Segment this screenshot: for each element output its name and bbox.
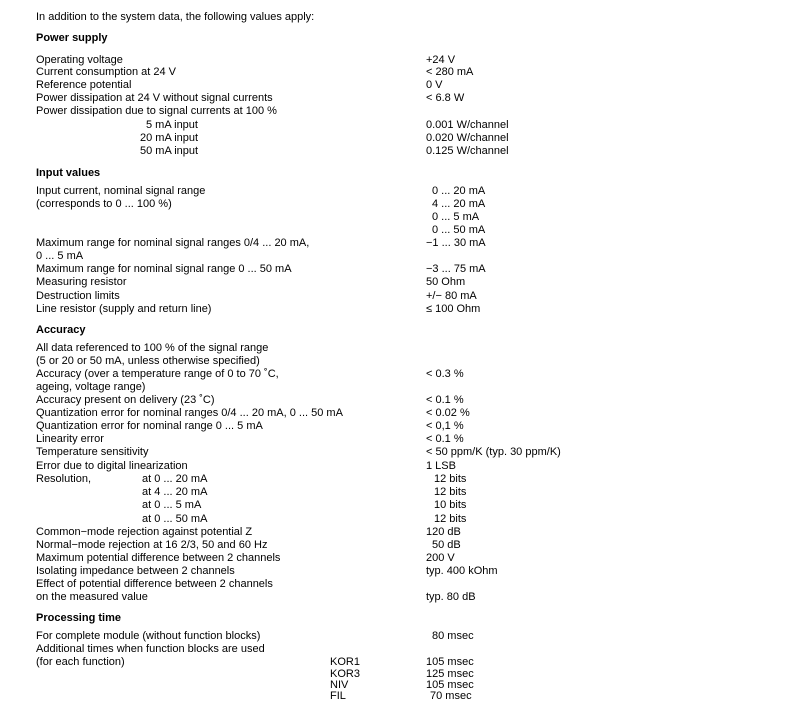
- spec-label: Accuracy (over a temperature range of 0 to 70 ˚C,: [36, 368, 279, 380]
- spec-value: 70 msec: [430, 690, 472, 702]
- spec-label: For complete module (without function blocks): [36, 630, 261, 642]
- function-name: KOR1: [330, 656, 360, 668]
- spec-value: 4 ... 20 mA: [432, 198, 486, 210]
- spec-note: (5 or 20 or 50 mA, unless otherwise specified): [36, 355, 260, 367]
- spec-value: 80 msec: [432, 630, 474, 642]
- spec-label: Resolution,: [36, 473, 92, 485]
- spec-label: Destruction limits: [36, 290, 120, 302]
- spec-value: < 6.8 W: [426, 92, 465, 104]
- spec-value: +24 V: [426, 54, 456, 66]
- spec-label: Reference potential: [36, 79, 132, 91]
- spec-label: Operating voltage: [36, 54, 123, 66]
- spec-value: typ. 400 kOhm: [426, 565, 498, 577]
- spec-label: Input current, nominal signal range: [36, 185, 206, 197]
- spec-value: 105 msec: [426, 679, 474, 691]
- spec-value: 50 dB: [432, 539, 461, 551]
- spec-label: Quantization error for nominal range 0 ... 5 mA: [36, 420, 263, 432]
- spec-value: 120 dB: [426, 526, 461, 538]
- spec-label: Normal−mode rejection at 16 2/3, 50 and 60 Hz: [36, 539, 268, 551]
- spec-label: (corresponds to 0 ... 100 %): [36, 198, 172, 210]
- spec-value: < 0,1 %: [426, 420, 464, 432]
- spec-value: 0 ... 20 mA: [432, 185, 486, 197]
- spec-value: 0 ... 50 mA: [432, 224, 486, 236]
- spec-label: Current consumption at 24 V: [36, 66, 177, 78]
- spec-value: 0 ... 5 mA: [432, 211, 480, 223]
- section-title-power-supply: Power supply: [36, 32, 108, 44]
- spec-label: Maximum potential difference between 2 channels: [36, 552, 281, 564]
- spec-label: Power dissipation due to signal currents at 100 %: [36, 105, 277, 117]
- spec-value: ≤ 100 Ohm: [426, 303, 481, 315]
- spec-value: 105 msec: [426, 656, 474, 668]
- spec-label: Error due to digital linearization: [36, 460, 188, 472]
- spec-label: Power dissipation at 24 V without signal currents: [36, 92, 273, 104]
- spec-label: (for each function): [36, 656, 125, 668]
- section-title-accuracy: Accuracy: [36, 324, 86, 336]
- spec-value: 200 V: [426, 552, 455, 564]
- spec-label: Effect of potential difference between 2 channels: [36, 578, 273, 590]
- section-title-processing-time: Processing time: [36, 612, 121, 624]
- spec-label: on the measured value: [36, 591, 148, 603]
- spec-value: 12 bits: [434, 513, 467, 525]
- spec-sublabel: at 4 ... 20 mA: [142, 486, 208, 498]
- spec-label: Additional times when function blocks are used: [36, 643, 265, 655]
- spec-note: All data referenced to 100 % of the signal range: [36, 342, 269, 354]
- spec-value: typ. 80 dB: [426, 591, 476, 603]
- spec-label: 0 ... 5 mA: [36, 250, 84, 262]
- spec-value: 0.001 W/channel: [426, 119, 509, 131]
- spec-label: Accuracy present on delivery (23 ˚C): [36, 394, 215, 406]
- spec-value: < 0.1 %: [426, 394, 464, 406]
- function-name: KOR3: [330, 668, 360, 680]
- section-title-input-values: Input values: [36, 167, 101, 179]
- spec-value: 10 bits: [434, 499, 467, 511]
- spec-value: +/− 80 mA: [426, 290, 477, 302]
- spec-value: 125 msec: [426, 668, 474, 680]
- spec-sublabel: at 0 ... 5 mA: [142, 499, 202, 511]
- spec-sublabel: 50 mA input: [140, 145, 199, 157]
- spec-label: Maximum range for nominal signal range 0 ... 50 mA: [36, 263, 292, 275]
- spec-label: Quantization error for nominal ranges 0/4 ... 20 mA, 0 ... 50 mA: [36, 407, 343, 419]
- spec-sublabel: at 0 ... 20 mA: [142, 473, 208, 485]
- spec-value: 1 LSB: [426, 460, 456, 472]
- spec-sublabel: 5 mA input: [146, 119, 198, 131]
- intro-text: In addition to the system data, the following values apply:: [36, 11, 315, 23]
- spec-label: Maximum range for nominal signal ranges 0/4 ... 20 mA,: [36, 237, 310, 249]
- function-name: NIV: [330, 679, 349, 691]
- spec-value: 12 bits: [434, 486, 467, 498]
- spec-label: Temperature sensitivity: [36, 446, 149, 458]
- function-name: FIL: [330, 690, 346, 702]
- spec-value: < 0.02 %: [426, 407, 470, 419]
- spec-label: ageing, voltage range): [36, 381, 146, 393]
- spec-value: < 0.3 %: [426, 368, 464, 380]
- spec-label: Line resistor (supply and return line): [36, 303, 212, 315]
- spec-value: 0 V: [426, 79, 443, 91]
- spec-sublabel: 20 mA input: [140, 132, 199, 144]
- spec-value: −1 ... 30 mA: [426, 237, 486, 249]
- spec-value: −3 ... 75 mA: [426, 263, 486, 275]
- spec-value: 0.020 W/channel: [426, 132, 509, 144]
- spec-value: < 280 mA: [426, 66, 474, 78]
- spec-sublabel: at 0 ... 50 mA: [142, 513, 208, 525]
- spec-label: Common−mode rejection against potential Z: [36, 526, 253, 538]
- spec-value: 50 Ohm: [426, 276, 466, 288]
- spec-value: < 50 ppm/K (typ. 30 ppm/K): [426, 446, 561, 458]
- spec-label: Linearity error: [36, 433, 104, 445]
- spec-value: 12 bits: [434, 473, 467, 485]
- spec-label: Measuring resistor: [36, 276, 127, 288]
- spec-label: Isolating impedance between 2 channels: [36, 565, 235, 577]
- spec-value: 0.125 W/channel: [426, 145, 509, 157]
- spec-value: < 0.1 %: [426, 433, 464, 445]
